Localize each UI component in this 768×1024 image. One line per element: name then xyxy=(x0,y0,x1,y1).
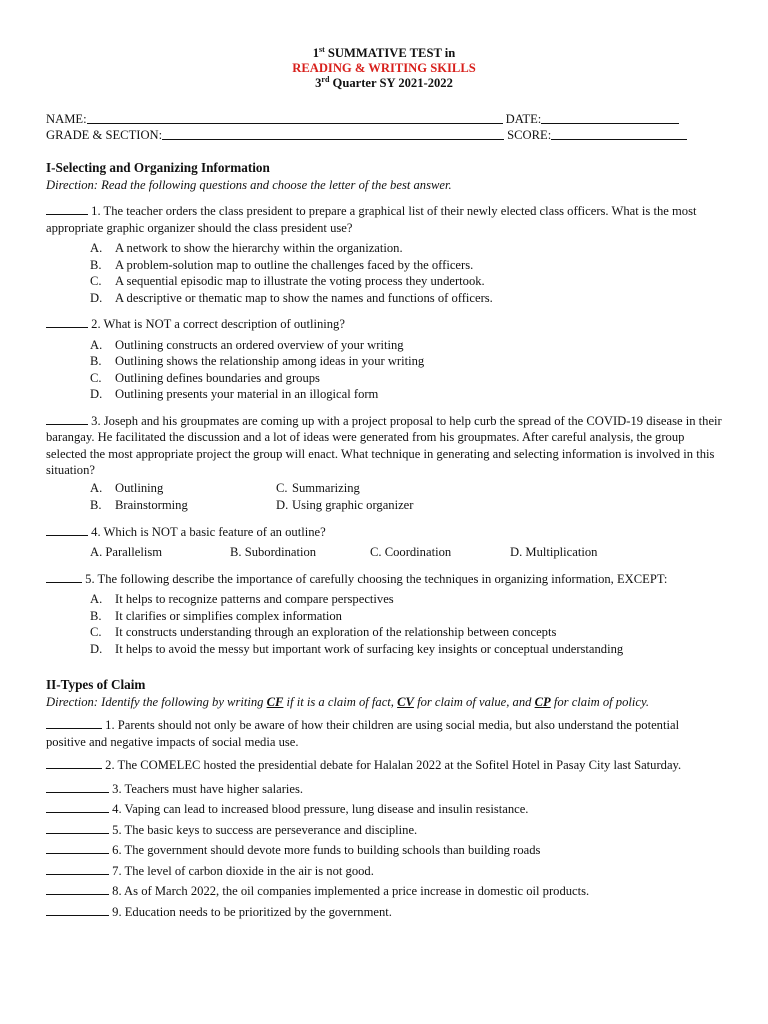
option: D. Multiplication xyxy=(510,545,598,559)
claim-item: 4. Vaping can lead to increased blood pressure, lung disease and insulin resistance. xyxy=(46,800,722,818)
answer-blank[interactable] xyxy=(46,780,109,793)
claim-item: 3. Teachers must have higher salaries. xyxy=(46,780,722,798)
option: D. A descriptive or thematic map to show the names and functions of officers. xyxy=(90,290,493,305)
option: B. It clarifies or simplifies complex information xyxy=(90,608,342,623)
claim-item: 5. The basic keys to success are perseverance and discipline. xyxy=(46,821,722,839)
option: D. Outlining presents your material in an illogical form xyxy=(90,387,379,401)
option: B. Brainstorming xyxy=(90,498,188,512)
question-1: 1. The teacher orders the class president to prepare a graphical list of their newly elected class officers. What is the most appropriate graphic organizer should the class president use? xyxy=(46,204,697,235)
score-label: SCORE: xyxy=(507,128,552,142)
option: B. A problem-solution map to outline the challenges faced by the officers. xyxy=(90,257,474,272)
answer-blank[interactable] xyxy=(46,862,109,875)
answer-blank[interactable] xyxy=(46,821,109,834)
claim-item: 2. The COMELEC hosted the presidential debate for Halalan 2022 at the Sofitel Hotel in Pasay City last Saturday. xyxy=(46,756,722,774)
claim-item: 1. Parents should not only be aware of how their children are using social media, but also understand the potential positive and negative impacts of social media use. xyxy=(46,718,680,749)
test-page xyxy=(46,46,722,920)
option: A. It helps to recognize patterns and compare perspectives xyxy=(90,592,394,606)
grade-section-label: GRADE & SECTION: xyxy=(46,128,163,142)
date-label: DATE: xyxy=(505,112,542,126)
part1-title: I-Selecting and Organizing Information xyxy=(46,160,270,175)
option: B. Outlining shows the relationship among ideas in your writing xyxy=(90,354,425,368)
part2-direction: Direction: Identify the following by writing CF if it is a claim of fact, CV for claim of value, and CP for claim of policy. xyxy=(46,694,649,709)
option: C. Summarizing xyxy=(276,480,360,495)
option: C. A sequential episodic map to illustrate the voting process they undertook. xyxy=(90,274,485,288)
answer-blank[interactable] xyxy=(46,315,88,328)
claim-item: 6. The government should devote more funds to building schools than building roads xyxy=(46,841,722,859)
answer-blank[interactable] xyxy=(46,523,88,536)
answer-blank[interactable] xyxy=(46,903,109,916)
answer-blank[interactable] xyxy=(46,882,109,895)
grade-section-line[interactable] xyxy=(162,127,504,140)
score-line[interactable] xyxy=(551,127,687,140)
question-2-options xyxy=(90,337,722,403)
claim-item: 9. Education needs to be prioritized by the government. xyxy=(46,903,722,921)
answer-blank[interactable] xyxy=(46,716,102,729)
question-3: 3. Joseph and his groupmates are coming up with a project proposal to help curb the spread of the COVID-19 disease in their barangay. He facilitated the discussion and a lot of ideas were generated from his groupmates. After careful analysis, the group selected the most appropriate project the group will enact. What technique in generating and selecting information is involved in this situation? xyxy=(46,413,722,477)
answer-blank[interactable] xyxy=(46,800,109,813)
part1-direction: Direction: Read the following questions and choose the letter of the best answer. xyxy=(46,177,452,192)
part2-title: II-Types of Claim xyxy=(46,677,146,692)
option: C. Coordination xyxy=(370,545,452,559)
name-label: NAME: xyxy=(46,112,87,126)
answer-blank[interactable] xyxy=(46,412,88,425)
test-title: 1st SUMMATIVE TEST in xyxy=(312,45,456,60)
answer-blank[interactable] xyxy=(46,202,88,215)
student-info xyxy=(46,111,722,143)
answer-blank[interactable] xyxy=(46,841,109,854)
claim-item: 8. As of March 2022, the oil companies implemented a price increase in domestic oil products. xyxy=(46,882,722,900)
claim-item: 7. The level of carbon dioxide in the air is not good. xyxy=(46,862,722,880)
question-3-options xyxy=(90,480,722,514)
option: C. It constructs understanding through an exploration of the relationship between concepts xyxy=(90,625,557,639)
name-line[interactable] xyxy=(87,111,503,124)
date-line[interactable] xyxy=(541,111,679,124)
question-5: 5. The following describe the importance of carefully choosing the techniques in organizing information, EXCEPT: xyxy=(46,570,722,588)
subject-title: READING & WRITING SKILLS xyxy=(292,61,476,75)
answer-blank[interactable] xyxy=(46,570,82,583)
question-2: 2. What is NOT a correct description of outlining? xyxy=(46,315,722,333)
option: B. Subordination xyxy=(230,545,317,559)
option: C. Outlining defines boundaries and groups xyxy=(90,370,320,385)
option: A. Outlining constructs an ordered overview of your writing xyxy=(90,337,404,352)
question-5-options xyxy=(90,591,722,657)
question-4: 4. Which is NOT a basic feature of an outline? xyxy=(46,523,722,541)
option: A. Outlining xyxy=(90,480,164,495)
option: D. Using graphic organizer xyxy=(276,498,414,512)
option: D. It helps to avoid the messy but important work of surfacing key insights or conceptual understanding xyxy=(90,641,624,656)
answer-blank[interactable] xyxy=(46,756,102,769)
question-4-options xyxy=(90,544,722,561)
question-1-options xyxy=(90,240,722,306)
option: A. A network to show the hierarchy within the organization. xyxy=(90,241,403,255)
quarter-title: 3rd Quarter SY 2021-2022 xyxy=(315,75,453,90)
option: A. Parallelism xyxy=(90,545,163,559)
